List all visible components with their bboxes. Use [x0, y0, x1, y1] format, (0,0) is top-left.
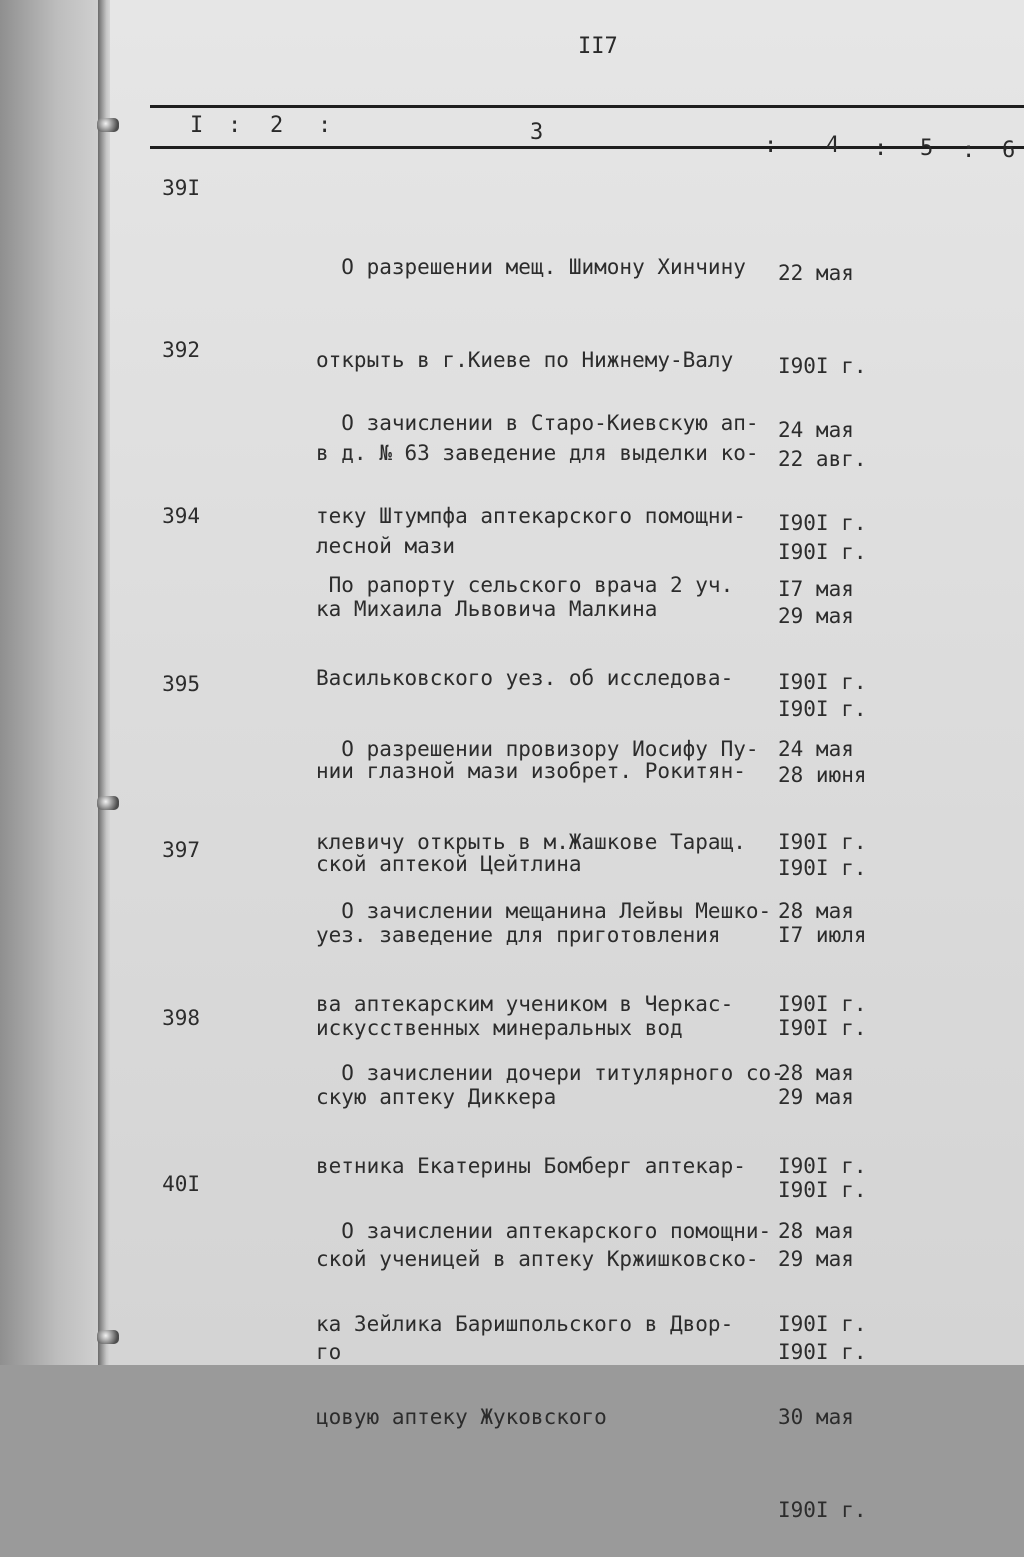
entry-number: 394 [162, 504, 200, 528]
description-line: искусственных минеральных вод [316, 1016, 683, 1040]
page-number: II7 [578, 34, 618, 59]
entry-number: 398 [162, 1006, 200, 1030]
date-line: 28 мая [778, 1219, 854, 1243]
previous-page-edge [0, 0, 104, 1365]
date-line: 29 мая [778, 1085, 854, 1109]
header-col-1: I [190, 113, 204, 138]
description-line: Васильковского уез. об исследова- [316, 666, 734, 690]
date-line: 30 мая [778, 1405, 854, 1429]
date-line: 22 мая [778, 261, 854, 285]
header-sep: : [764, 133, 778, 158]
description-line: клевичу открыть в м.Жашкове Таращ. [316, 830, 746, 854]
description-line: го [316, 1340, 342, 1364]
date-line: 28 мая [778, 1061, 854, 1085]
description-line: О зачислении дочери титулярного со- [316, 1061, 784, 1085]
date-line: I90I г. [778, 670, 867, 694]
description-line: О разрешении провизору Иосифу Пу- [316, 737, 759, 761]
date-line: I90I г. [778, 1016, 867, 1040]
date-line: I90I г. [778, 992, 867, 1016]
description-line: По рапорту сельского врача 2 уч. [316, 573, 734, 597]
description-line: О разрешении мещ. Шимону Хинчину [316, 255, 746, 279]
date-line: I90I г. [778, 697, 867, 721]
header-col-3: 3 [530, 120, 544, 145]
description-line: лесной мази [316, 534, 456, 558]
header-col-6: 6 [1002, 138, 1016, 163]
staple-top [97, 118, 119, 132]
description-line: О зачислении аптекарского помощни- [316, 1219, 772, 1243]
description-line: ской ученицей в аптеку Кржишковско- [316, 1247, 759, 1271]
description-line: О зачислении мещанина Лейвы Мешко- [316, 899, 772, 923]
description-line: открыть в г.Киеве по Нижнему-Валу [316, 348, 734, 372]
date-line: I90I г. [778, 1154, 867, 1178]
date-line: 22 авг. [778, 447, 867, 471]
description-line: в д. № 63 заведение для выделки ко- [316, 441, 759, 465]
staple-bottom [97, 1330, 119, 1344]
entry-description [316, 1154, 771, 1464]
entry-number: 392 [162, 338, 200, 362]
date-line: 28 мая [778, 899, 854, 923]
description-line: ва аптекарским учеником в Черкас- [316, 992, 734, 1016]
description-line: уез. заведение для приготовления [316, 923, 721, 947]
description-line: теку Штумпфа аптекарского помощни- [316, 504, 746, 528]
date-line: I90I г. [778, 856, 867, 880]
staple-middle [97, 796, 119, 810]
date-line: I90I г. [778, 354, 867, 378]
date-line: I90I г. [778, 540, 867, 564]
entry-number: 40I [162, 1172, 200, 1196]
header-col-4: 4 [826, 133, 840, 158]
header-bottom-rule [150, 146, 1024, 149]
date-line: I90I г. [778, 1312, 867, 1336]
description-line: ской аптекой Цейтлина [316, 852, 582, 876]
date-line: 24 мая [778, 737, 854, 761]
date-line: 28 июня [778, 763, 867, 787]
date-line: I90I г. [778, 1340, 867, 1364]
description-line: нии глазной мази изобрет. Рокитян- [316, 759, 746, 783]
date-line: 29 мая [778, 604, 854, 628]
header-sep: : [962, 138, 976, 163]
date-line: I90I г. [778, 830, 867, 854]
date-line: 24 мая [778, 418, 854, 442]
header-sep: : [318, 113, 332, 138]
header-top-rule [150, 105, 1024, 108]
date-line: 29 мая [778, 1247, 854, 1271]
header-col-2: 2 [270, 113, 284, 138]
date-line: I90I г. [778, 1498, 867, 1522]
entry-number: 395 [162, 672, 200, 696]
description-line: цовую аптеку Жуковского [316, 1405, 607, 1429]
description-line: скую аптеку Диккера [316, 1085, 557, 1109]
entry-number: 39I [162, 176, 200, 200]
date-line: I90I г. [778, 511, 867, 535]
entry-number: 397 [162, 838, 200, 862]
date-line: I7 июля [778, 923, 867, 947]
description-line: ветника Екатерины Бомберг аптекар- [316, 1154, 746, 1178]
description-line: О зачислении в Старо-Киевскую ап- [316, 411, 759, 435]
date-line: I90I г. [778, 1178, 867, 1202]
header-sep: : [228, 113, 242, 138]
date-line: I7 мая [778, 577, 854, 601]
description-line: ка Зейлика Баришпольского в Двор- [316, 1312, 734, 1336]
description-line: ка Михаила Львовича Малкина [316, 597, 658, 621]
entry-dates [778, 1154, 867, 1557]
header-col-5: 5 [920, 136, 934, 161]
header-sep: : [874, 136, 888, 161]
